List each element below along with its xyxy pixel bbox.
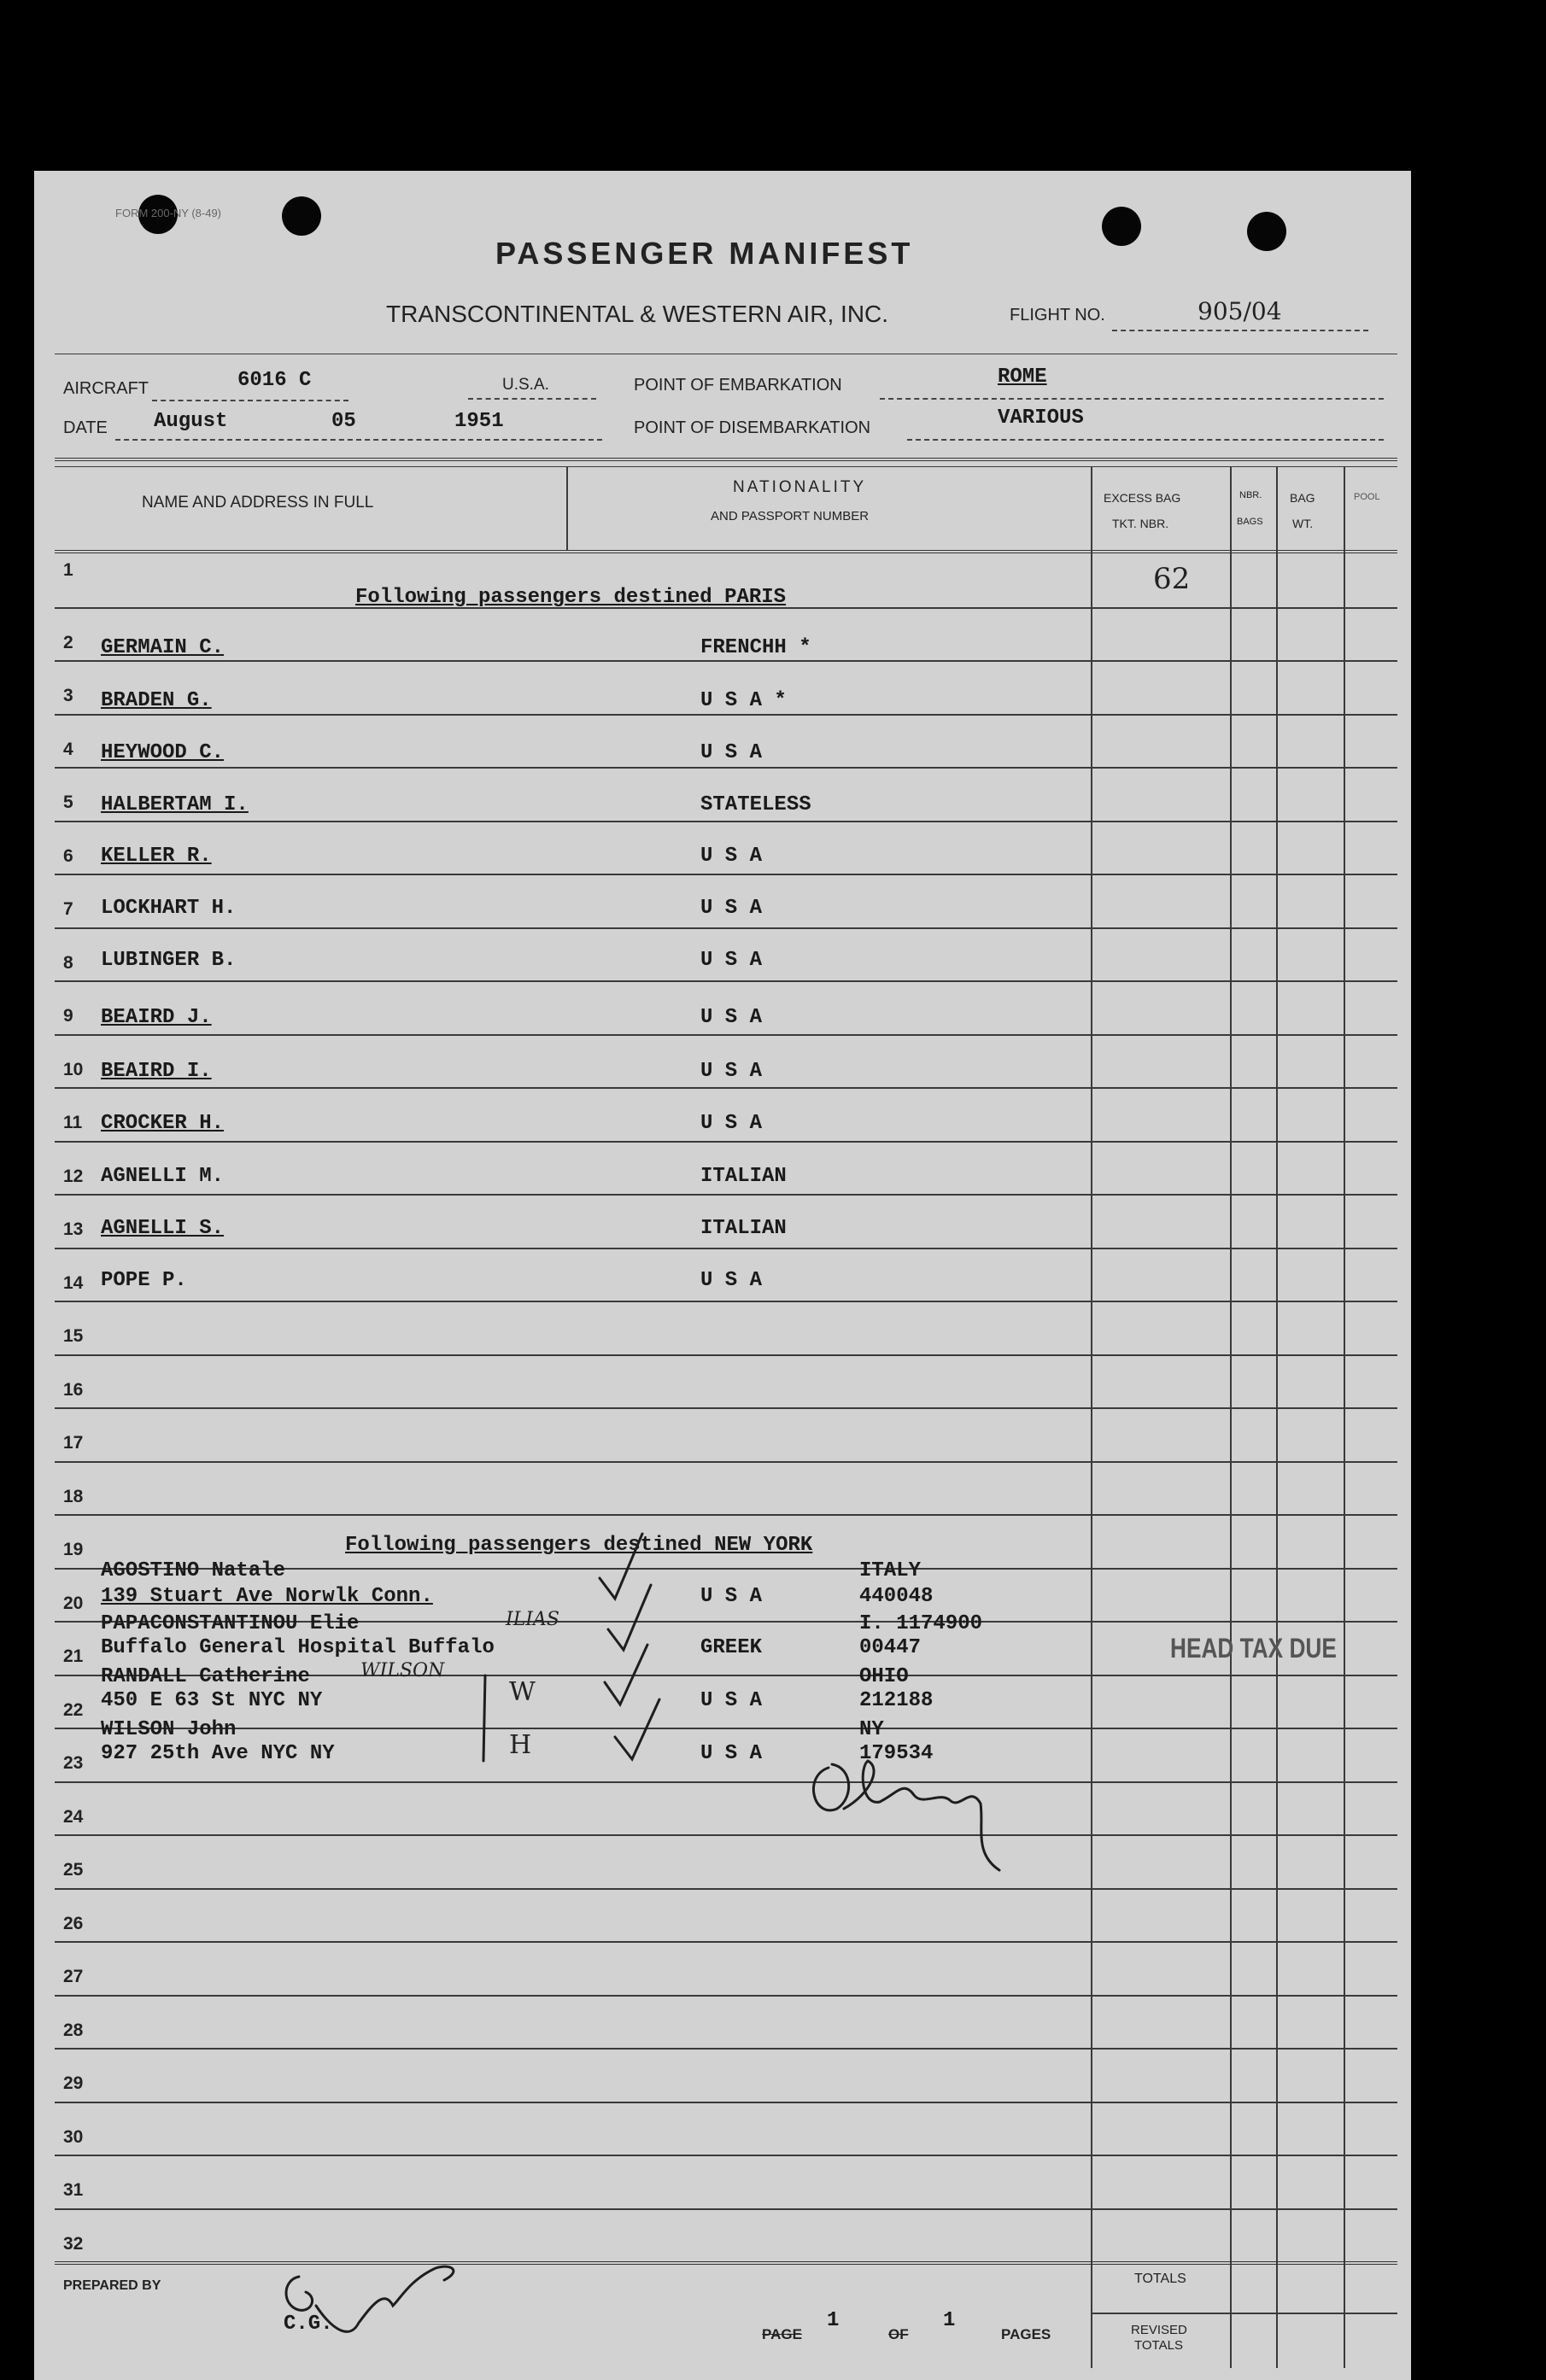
row-number: 27: [63, 1967, 84, 1986]
row-number: 23: [63, 1753, 84, 1773]
passenger-name: GERMAIN C.: [101, 636, 225, 659]
passenger-nationality: U S A: [700, 1585, 763, 1608]
row-number: 16: [63, 1379, 84, 1400]
head-tax-stamp: HEAD TAX DUE: [1170, 1633, 1337, 1664]
row-number: 3: [63, 686, 73, 705]
row-number: 14: [63, 1272, 84, 1293]
row-number: 20: [63, 1593, 84, 1613]
country-label: U.S.A.: [502, 376, 549, 394]
passport-place: ITALY: [859, 1559, 922, 1582]
passenger-nationality: FRENCHH *: [700, 636, 811, 659]
page-label: PAGE: [762, 2326, 802, 2342]
passenger-nationality: U S A: [700, 1742, 763, 1765]
preparer-initials: C.G.: [284, 2313, 333, 2336]
passenger-nationality: STATELESS: [700, 793, 811, 816]
passenger-nationality: U S A: [700, 741, 763, 764]
row-number: 17: [63, 1433, 84, 1453]
date-label: DATE: [63, 418, 108, 437]
row-number: 1: [63, 560, 73, 580]
of-value: 1: [943, 2309, 956, 2332]
row-number: 22: [63, 1699, 84, 1720]
passenger-name: AGNELLI M.: [101, 1165, 225, 1188]
passport-number: 440048: [859, 1585, 934, 1608]
passenger-name: LUBINGER B.: [101, 949, 237, 972]
form-title: PASSENGER MANIFEST: [495, 236, 914, 271]
revised-label: REVISED: [1131, 2323, 1187, 2337]
col-name-header: NAME AND ADDRESS IN FULL: [142, 494, 374, 512]
new-york-header: Following passengers destined NEW YORK: [345, 1534, 813, 1557]
col-bags-header: BAGS: [1237, 517, 1263, 527]
signature-icon: [813, 1761, 999, 1870]
passenger-name: LOCKHART H.: [101, 897, 237, 920]
passport-number: 00447: [859, 1636, 922, 1659]
row-number: 11: [63, 1113, 83, 1132]
passenger-name: KELLER R.: [101, 845, 212, 868]
row-number: 26: [63, 1913, 84, 1933]
passenger-nationality: U S A: [700, 1689, 763, 1712]
col-nbr-header: NBR.: [1239, 490, 1262, 500]
page-value: 1: [827, 2309, 840, 2332]
date-month: August: [154, 410, 228, 433]
passenger-name: BRADEN G.: [101, 689, 212, 712]
airline-name: TRANSCONTINENTAL & WESTERN AIR, INC.: [386, 301, 889, 327]
passenger-nationality: U S A: [700, 1060, 763, 1083]
passenger-name: BEAIRD J.: [101, 1006, 212, 1029]
paris-header: Following passengers destined PARIS: [355, 586, 787, 609]
row-number: 2: [63, 632, 73, 652]
passenger-address: 927 25th Ave NYC NY: [101, 1742, 335, 1765]
col-excess-header: EXCESS BAG: [1104, 491, 1181, 505]
col-bag-header: BAG: [1290, 491, 1315, 505]
totals-label: TOTALS: [1134, 2272, 1186, 2286]
row-number: 13: [63, 1219, 84, 1239]
form-number: FORM 200-NY (8-49): [115, 207, 222, 219]
col-wt-header: WT.: [1292, 517, 1314, 530]
row-number: 19: [63, 1540, 84, 1559]
passenger-address: Buffalo General Hospital Buffalo: [101, 1636, 495, 1659]
row-number: 24: [63, 1806, 84, 1827]
passenger-nationality: U S A: [700, 949, 763, 972]
row-number: 5: [63, 792, 73, 812]
revised-totals-label: TOTALS: [1134, 2338, 1183, 2353]
row-number: 15: [63, 1326, 84, 1346]
embarkation-label: POINT OF EMBARKATION: [634, 376, 842, 395]
row-number: 21: [63, 1646, 84, 1666]
disembarkation-value: VARIOUS: [998, 406, 1084, 430]
flight-label: FLIGHT NO.: [1010, 306, 1105, 325]
check-mark-icon: [605, 1645, 647, 1705]
row-number: 7: [63, 899, 73, 919]
col-nationality-header: NATIONALITY: [733, 478, 867, 496]
handwritten-correction: ILIAS: [506, 1609, 559, 1630]
flight-number: 905/04: [1198, 297, 1282, 325]
row-number: 25: [63, 1860, 84, 1880]
pages-label: PAGES: [1001, 2326, 1051, 2342]
date-year: 1951: [454, 410, 504, 433]
check-mark-icon: [608, 1585, 651, 1650]
passenger-name: CROCKER H.: [101, 1112, 225, 1135]
row-number: 10: [63, 1059, 84, 1079]
passenger-nationality: U S A: [700, 845, 763, 868]
row-number: 28: [63, 2020, 84, 2040]
handwritten-correction: WILSON: [360, 1660, 445, 1681]
row-number: 9: [63, 1006, 73, 1026]
passenger-name: PAPACONSTANTINOU Elie: [101, 1612, 360, 1635]
passenger-name: WILSON John: [101, 1718, 237, 1741]
passenger-address: 450 E 63 St NYC NY: [101, 1689, 323, 1712]
passenger-name: BEAIRD I.: [101, 1060, 212, 1083]
check-mark-icon: [615, 1699, 659, 1759]
passenger-name: AGNELLI S.: [101, 1217, 225, 1240]
handwritten-marks: [34, 171, 1411, 2380]
disembarkation-label: POINT OF DISEMBARKATION: [634, 418, 871, 437]
row-number: 31: [63, 2180, 84, 2200]
passenger-nationality: ITALIAN: [700, 1217, 787, 1240]
col-pool-header: POOL: [1354, 492, 1380, 502]
passenger-name: HALBERTAM I.: [101, 793, 249, 816]
of-label: OF: [888, 2326, 909, 2342]
passenger-nationality: ITALIAN: [700, 1165, 787, 1188]
embarkation-value: ROME: [998, 365, 1047, 389]
passenger-nationality: U S A *: [700, 689, 787, 712]
handwritten-mark: W: [509, 1677, 536, 1707]
passenger-nationality: U S A: [700, 1006, 763, 1029]
col-ticket-header: TKT. NBR.: [1112, 517, 1169, 530]
passport-number: 212188: [859, 1689, 934, 1712]
row-number: 18: [63, 1486, 84, 1506]
row-number: 32: [63, 2233, 84, 2254]
row-number: 30: [63, 2126, 84, 2147]
passenger-nationality: GREEK: [700, 1636, 763, 1659]
aircraft-value: 6016 C: [237, 369, 312, 392]
check-mark-icon: [600, 1534, 642, 1599]
passenger-nationality: U S A: [700, 1269, 763, 1292]
passenger-nationality: U S A: [700, 1112, 763, 1135]
handwritten-mark: H: [509, 1730, 532, 1760]
paris-passenger-count: 62: [1153, 562, 1191, 596]
date-day: 05: [331, 410, 356, 433]
aircraft-label: AIRCRAFT: [63, 379, 149, 398]
passport-place: NY: [859, 1718, 884, 1741]
passenger-name: POPE P.: [101, 1269, 187, 1292]
passenger-name: HEYWOOD C.: [101, 741, 225, 764]
passenger-name: AGOSTINO Natale: [101, 1559, 286, 1582]
prepared-by-label: PREPARED BY: [63, 2278, 161, 2293]
passenger-nationality: U S A: [700, 897, 763, 920]
row-number: 12: [63, 1166, 84, 1186]
passenger-name: RANDALL Catherine: [101, 1665, 310, 1688]
row-number: 8: [63, 952, 73, 973]
col-passport-header: AND PASSPORT NUMBER: [711, 509, 870, 523]
passport-number: 179534: [859, 1742, 934, 1765]
bracket-line: [483, 1675, 485, 1761]
passenger-address: 139 Stuart Ave Norwlk Conn.: [101, 1585, 433, 1608]
row-number: 6: [63, 845, 73, 866]
passport-place: OHIO: [859, 1665, 909, 1688]
passport-place: I. 1174900: [859, 1612, 983, 1635]
manifest-sheet: [34, 171, 1411, 2380]
row-number: 29: [63, 2073, 84, 2093]
row-number: 4: [63, 739, 73, 759]
